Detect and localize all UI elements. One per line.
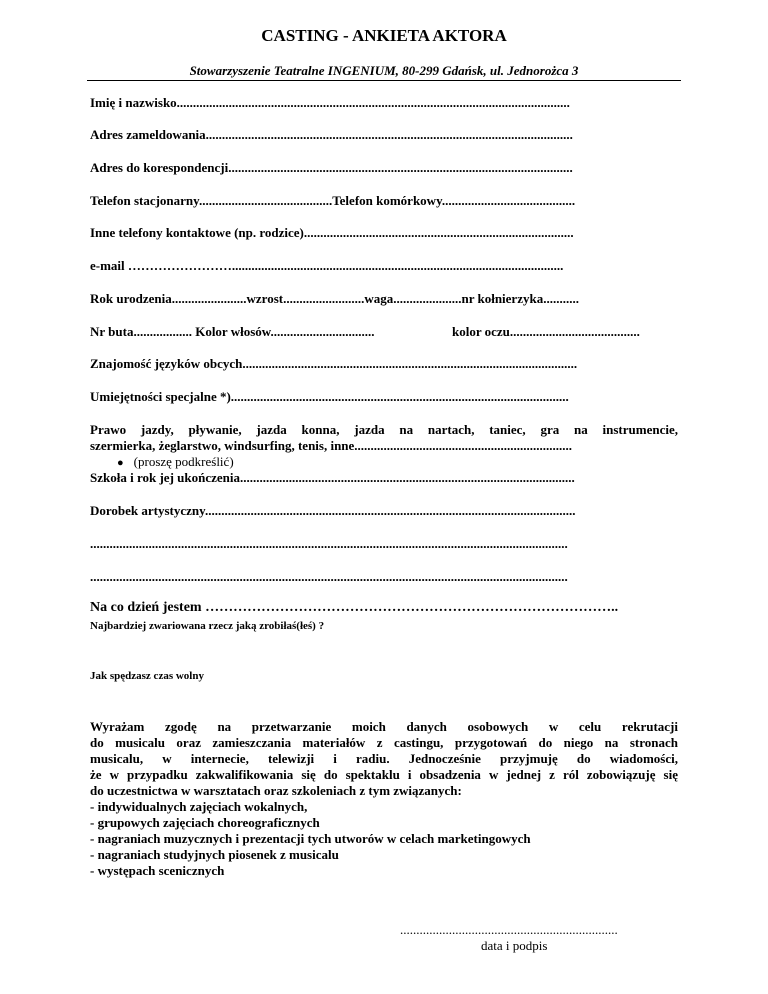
email-field[interactable]: e-mail ……………………...................................................................................................... — [90, 258, 564, 273]
special-skills-field[interactable]: Umiejętności specjalne *)........................................................................................................ — [90, 389, 569, 404]
skills-note-text: (proszę podkreślić) — [133, 454, 234, 469]
consent-line: Wyrażam zgodę na przetwarzanie moich danych osobowych w celu rekrutacji — [90, 719, 678, 734]
shoe-hair-fields[interactable]: Nr buta.................. Kolor włosów................................ — [90, 324, 375, 339]
consent-line: musicalu, w internecie, telewizji i radiu. Jednocześnie przyjmuję do wiadomości, — [90, 751, 678, 766]
achievements-line-2[interactable]: ................................................................................................................................................... — [90, 536, 568, 551]
organization-address: Stowarzyszenie Teatralne INGENIUM, 80-299 Gdańsk, ul. Jednorożca 3 — [189, 63, 579, 78]
consent-item: - indywidualnych zajęciach wokalnych, — [90, 799, 308, 814]
skills-list-other[interactable]: szermierka, żeglarstwo, windsurfing, tenis, inne................................................................... — [90, 438, 573, 453]
consent-line: do musicalu oraz zamieszczania materiałów z castingu, przygotowań do niego na stronach — [90, 735, 678, 750]
daily-field[interactable]: Na co dzień jestem …………………………………………………………………………….. — [90, 600, 619, 615]
free-time-question: Jak spędzasz czas wolny — [90, 670, 204, 682]
skills-note — [117, 454, 234, 470]
address-field[interactable]: Adres zameldowania................................................................................................................. — [90, 127, 573, 142]
header-divider — [87, 80, 681, 81]
correspondence-address-field[interactable]: Adres do korespondencji.......................................................................................................... — [90, 160, 573, 175]
craziest-question: Najbardziej zwariowana rzecz jaką zrobiłaś(łeś) ? — [90, 620, 325, 632]
consent-item: - występach scenicznych — [90, 863, 225, 878]
consent-item: - nagraniach studyjnych piosenek z musicalu — [90, 847, 339, 862]
other-phones-field[interactable]: Inne telefony kontaktowe (np. rodzice)................................................................................... — [90, 225, 574, 240]
consent-line: że w przypadku zakwalifikowania się do spektaklu i obsadzenia w jednej z ról zobowiązuję się — [90, 767, 678, 782]
eye-color-field[interactable]: kolor oczu........................................ — [452, 324, 640, 339]
consent-line: do uczestnictwa w warsztatach oraz szkoleniach z tym związanych: — [90, 783, 462, 798]
achievements-field[interactable]: Dorobek artystyczny.................................................................................................................. — [90, 503, 576, 518]
consent-item: - nagraniach muzycznych i prezentacji tych utworów w celach marketingowych — [90, 831, 531, 846]
signature-line[interactable]: ................................................................... — [400, 922, 618, 937]
form-title: CASTING - ANKIETA AKTORA — [261, 26, 507, 45]
bullet-icon: ● — [117, 457, 124, 469]
signature-label: data i podpis — [481, 938, 548, 953]
achievements-line-3[interactable]: ................................................................................................................................................... — [90, 569, 568, 584]
languages-field[interactable]: Znajomość języków obcych....................................................................................................... — [90, 356, 578, 371]
consent-item: - grupowych zajęciach choreograficznych — [90, 815, 320, 830]
phone-fields[interactable]: Telefon stacjonarny.........................................Telefon komórkowy......................................... — [90, 193, 576, 208]
name-field[interactable]: Imię i nazwisko......................................................................................................................... — [90, 95, 570, 110]
school-field[interactable]: Szkoła i rok jej ukończenia....................................................................................................... — [90, 470, 575, 485]
skills-list-line: Prawo jazdy, pływanie, jazda konna, jazda na nartach, taniec, gra na instrumencie, — [90, 422, 678, 437]
measurements-fields[interactable]: Rok urodzenia.......................wzrost.........................waga.....................nr kołnierzyka........... — [90, 291, 579, 306]
